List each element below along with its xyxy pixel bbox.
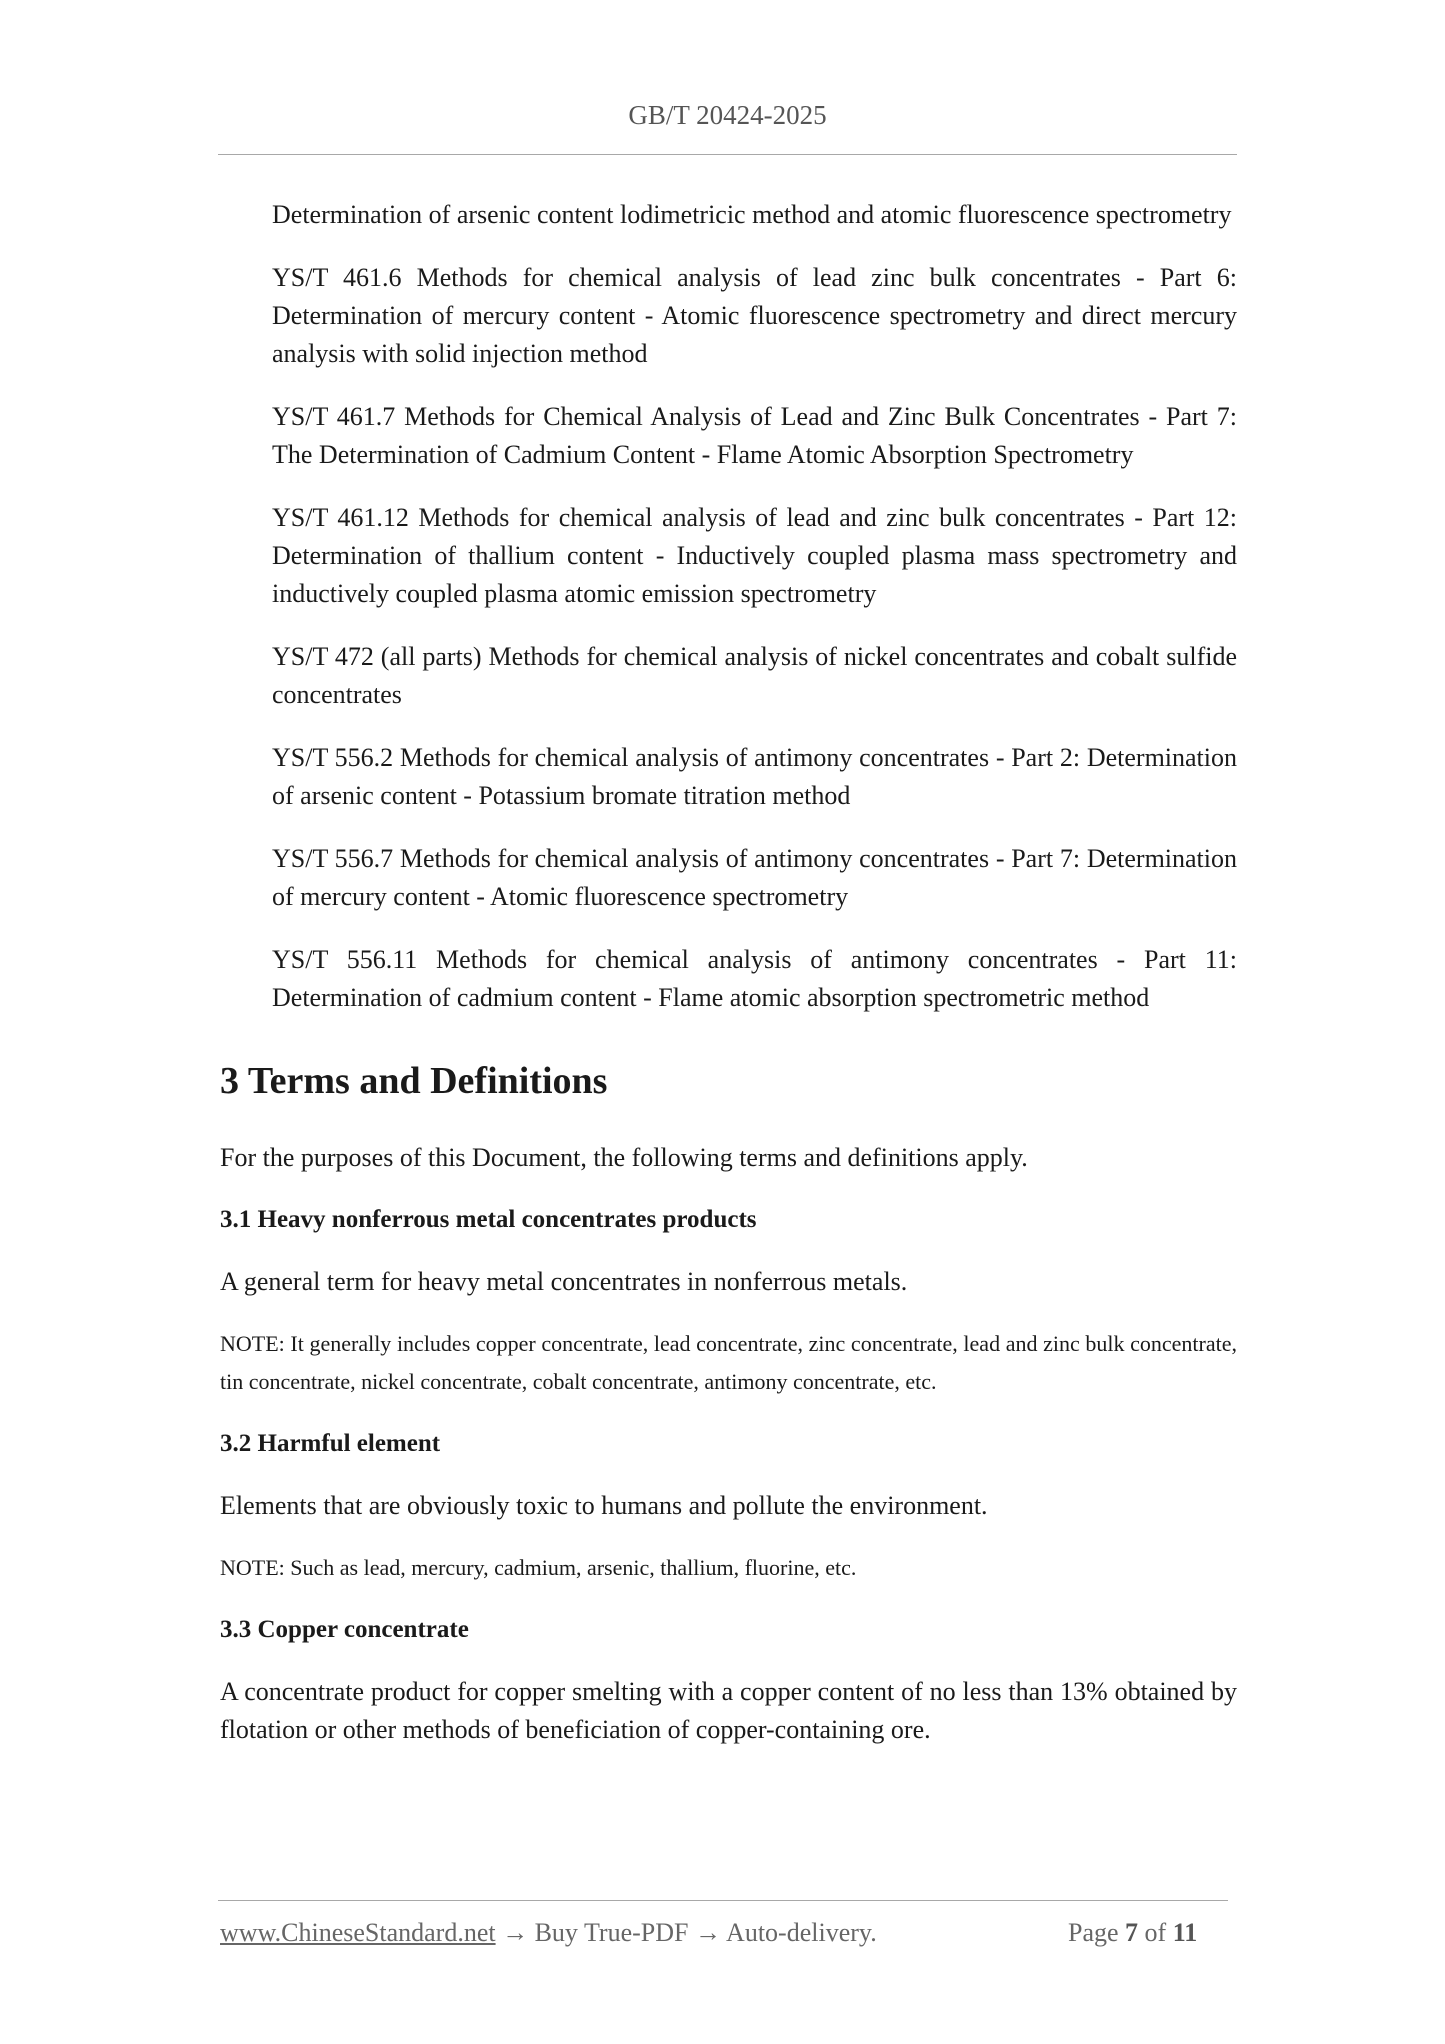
page-label: Page	[1068, 1918, 1119, 1947]
footer-divider	[218, 1900, 1228, 1901]
document-body	[220, 196, 1237, 1773]
footer-left	[220, 1918, 877, 1948]
term-title: 3.3 Copper concentrate	[220, 1616, 469, 1643]
term-definition: A general term for heavy metal concentrates in nonferrous metals.	[220, 1267, 908, 1296]
term-title: 3.1 Heavy nonferrous metal concentrates products	[220, 1206, 757, 1233]
reference-item: YS/T 556.7 Methods for chemical analysis of antimony concentrates - Part 7: Determination of mercury content - Atomic fluorescence spectrometry	[272, 844, 1237, 911]
footer-tagline: → Buy True-PDF → Auto-delivery.	[495, 1918, 877, 1947]
document-header: GB/T 20424-2025	[628, 100, 827, 130]
reference-item: YS/T 472 (all parts) Methods for chemical analysis of nickel concentrates and cobalt sulfide concentrates	[272, 642, 1237, 709]
reference-item: Determination of arsenic content lodimetricic method and atomic fluorescence spectrometry	[272, 200, 1232, 229]
website-link[interactable]: www.ChineseStandard.net	[220, 1918, 496, 1947]
reference-item: YS/T 461.7 Methods for Chemical Analysis of Lead and Zinc Bulk Concentrates - Part 7: The Determination of Cadmium Content - Flame Atomic Absorption Spectrometry	[272, 402, 1237, 469]
term-note: NOTE: Such as lead, mercury, cadmium, arsenic, thallium, fluorine, etc.	[220, 1555, 857, 1580]
reference-item: YS/T 461.12 Methods for chemical analysis of lead and zinc bulk concentrates - Part 12: Determination of thallium content - Inductively coupled plasma mass spectrometry and inductively coupled plasma atomic emission spectrometry	[272, 503, 1237, 608]
page-current: 7	[1125, 1918, 1139, 1947]
term-definition: Elements that are obviously toxic to humans and pollute the environment.	[220, 1491, 988, 1520]
reference-item: YS/T 556.2 Methods for chemical analysis of antimony concentrates - Part 2: Determination of arsenic content - Potassium bromate titration method	[272, 743, 1237, 810]
page-total: 11	[1172, 1918, 1198, 1947]
section-intro: For the purposes of this Document, the following terms and definitions apply.	[220, 1143, 1028, 1172]
header-divider	[218, 154, 1237, 155]
reference-item: YS/T 461.6 Methods for chemical analysis of lead zinc bulk concentrates - Part 6: Determination of mercury content - Atomic fluorescence spectrometry and direct mercury analysis with solid injection method	[272, 263, 1237, 368]
reference-item: YS/T 556.11 Methods for chemical analysis of antimony concentrates - Part 11: Determination of cadmium content - Flame atomic absorption spectrometric method	[272, 945, 1237, 1012]
term-definition: A concentrate product for copper smelting with a copper content of no less than 13% obtained by flotation or other methods of beneficiation of copper-containing ore.	[220, 1677, 1237, 1744]
term-note: NOTE: It generally includes copper concentrate, lead concentrate, zinc concentrate, lead and zinc bulk concentrate, tin concentrate, nickel concentrate, cobalt concentrate, antimony concentrate, etc.	[220, 1331, 1237, 1394]
page-of-label: of	[1144, 1918, 1167, 1947]
page-indicator	[1068, 1918, 1197, 1948]
section-heading: 3 Terms and Definitions	[220, 1060, 608, 1102]
term-title: 3.2 Harmful element	[220, 1430, 441, 1457]
